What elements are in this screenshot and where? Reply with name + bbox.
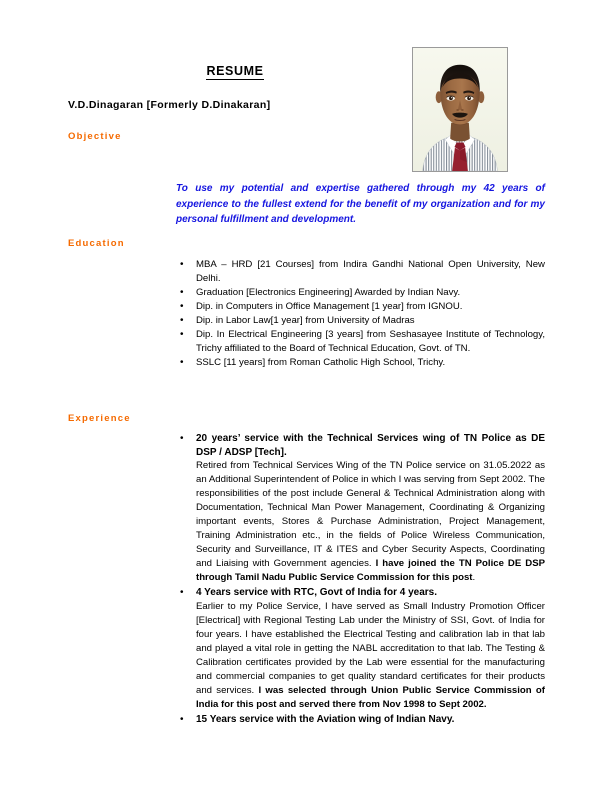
education-list [176, 258, 545, 370]
experience-body [196, 600, 545, 712]
objective-text: To use my potential and expertise gathered through my 42 years of experience to the fullest extend for the benefit of my organization and for my personal fulfillment and development. [176, 183, 545, 225]
experience-body-highlight: I have joined the TN Police DE DSP through Tamil Nadu Public Service Commission for this post [196, 558, 545, 584]
section-heading-education: Education [68, 238, 125, 249]
list-item: • MBA – HRD [21 Courses] from Indira Gandhi National Open University, New Delhi. [176, 258, 545, 286]
section-heading-experience: Experience [68, 413, 131, 424]
list-item: • SSLC [11 years] from Roman Catholic High School, Trichy. [176, 356, 545, 370]
list-item [176, 713, 545, 727]
list-item [176, 586, 545, 712]
experience-body-lead: Earlier to my Police Service, I have served as Small Industry Promotion Officer [Electrical] with Regional Testing Lab under the Ministry of SSI, Govt. of India for four years. I have established the Electrical Testing and calibration lab in that lab and played a vital role in getting the NABL accreditation to that lab. The Testing & Calibration certificates provided by the Lab were essential for the manufacturing and commercial companies to get quality standard certificates for their products and services. [196, 600, 545, 696]
candidate-name: V.D.Dinagaran [Formerly D.Dinakaran] [68, 99, 271, 111]
list-item [176, 432, 545, 585]
list-item: • Graduation [Electronics Engineering] Awarded by Indian Navy. [176, 286, 545, 300]
experience-body-tail: . [472, 572, 476, 584]
experience-bullets [176, 432, 545, 726]
document-title-text: RESUME [206, 64, 264, 78]
experience-title: • 20 years’ service with the Technical Services wing of TN Police as DE DSP / ADSP [Tech]. [196, 433, 545, 458]
experience-body [196, 459, 545, 585]
list-item: • Dip. in Computers in Office Management [1 year] from IGNOU. [176, 300, 545, 314]
list-item: • Dip. In Electrical Engineering [3 years] from Seshasayee Institute of Technology, Trichy affiliated to the Board of Technical Education, Govt. of TN. [176, 328, 545, 356]
experience-title: • 4 Years service with RTC, Govt of India for 4 years. [196, 587, 438, 599]
education-bullets [176, 258, 545, 370]
experience-title: • 15 Years service with the Aviation wing of Indian Navy. [196, 713, 455, 725]
experience-body-lead: Retired from Technical Services Wing of the TN Police service on 31.05.2022 as an Additional Superintendent of Police in which I was serving from Sept 2002. The responsibilities of the post include General & Technical Administration along with Documentation, Technical Man Power Management, Coordinating & Organizing important events, Stores & Purchase Administration, Project Management, Training Administration etc., in the fields of Police Wireless Communication, Security and Surveillance, IT & ITES and Cyber Security Aspects, Coordinating and Liaising with Government agencies. [196, 460, 545, 570]
document-title [0, 64, 470, 78]
experience-list [176, 432, 545, 727]
list-item: • Dip. in Labor Law[1 year] from University of Madras [176, 314, 545, 328]
experience-body-highlight: I was selected through Union Public Service Commission of India for this post and served there from Nov 1998 to Sept 2002. [196, 684, 545, 710]
section-heading-objective: Objective [68, 131, 122, 142]
